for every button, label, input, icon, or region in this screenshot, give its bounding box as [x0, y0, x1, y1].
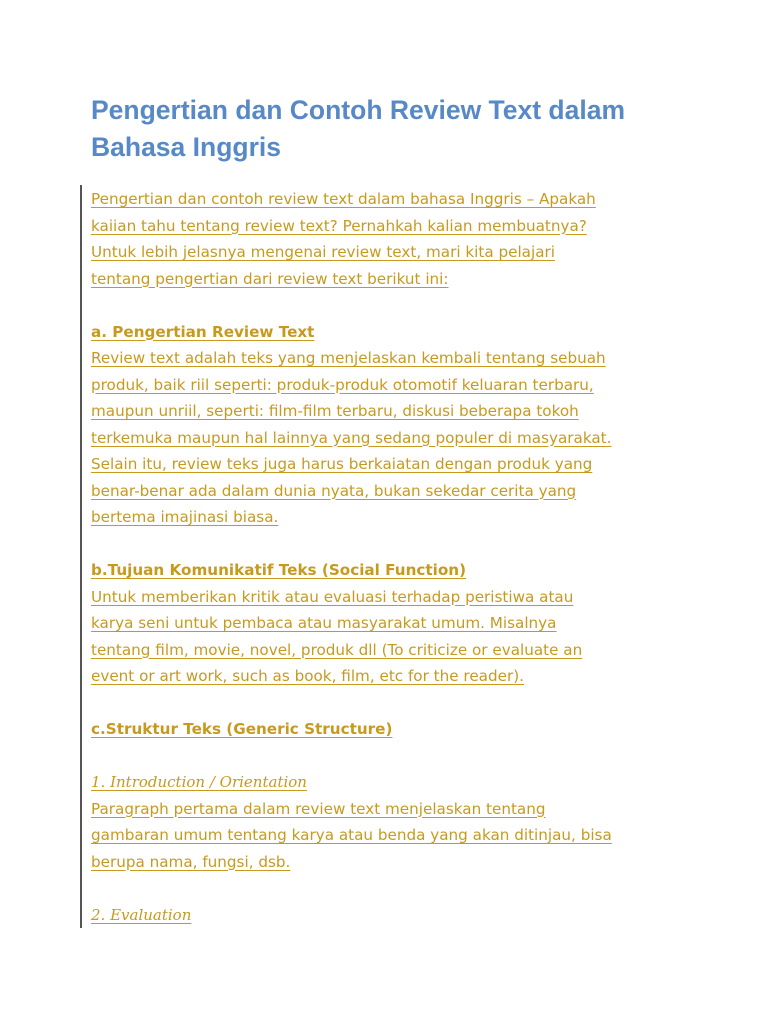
- spacer: [91, 743, 691, 770]
- blockquote-rule: [80, 185, 82, 928]
- spacer: [91, 875, 691, 902]
- intro-line[interactable]: kaiian tahu tentang review text? Pernahkah kalian membuatnya?: [91, 216, 587, 235]
- section-a-line[interactable]: produk, baik riil seperti: produk-produk otomotif keluaran terbaru,: [91, 375, 594, 394]
- intro-paragraph: [91, 186, 691, 292]
- intro-line[interactable]: Untuk lebih jelasnya mengenai review text, mari kita pelajari: [91, 243, 555, 261]
- item-1-heading[interactable]: 1. Introduction / Orientation: [91, 773, 307, 791]
- section-a-line[interactable]: maupun unriil, seperti: film-film terbaru, diskusi beberapa tokoh: [91, 402, 579, 420]
- section-b-line[interactable]: Untuk memberikan kritik atau evaluasi terhadap peristiwa atau: [91, 587, 574, 606]
- section-b-line[interactable]: event or art work, such as book, film, etc for the reader).: [91, 667, 524, 685]
- section-c-item-1: [91, 769, 691, 875]
- section-c: [91, 716, 691, 743]
- intro-line[interactable]: Pengertian dan contoh review text dalam bahasa Inggris – Apakah: [91, 190, 596, 208]
- item-2-heading[interactable]: 2. Evaluation: [91, 905, 192, 924]
- section-a-line[interactable]: bertema imajinasi biasa.: [91, 508, 279, 526]
- section-b-line[interactable]: tentang film, movie, novel, produk dll (To criticize or evaluate an: [91, 640, 583, 659]
- section-b-line[interactable]: karya seni untuk pembaca atau masyarakat umum. Misalnya: [91, 614, 557, 632]
- section-a-line[interactable]: terkemuka maupun hal lainnya yang sedang populer di masyarakat.: [91, 428, 612, 447]
- title-line-2: Bahasa Inggris: [91, 132, 281, 162]
- title-line-1: Pengertian dan Contoh Review Text dalam: [91, 95, 626, 125]
- item-1-line[interactable]: berupa nama, fungsi, dsb.: [91, 852, 291, 871]
- section-a-line[interactable]: benar-benar ada dalam dunia nyata, bukan sekedar cerita yang: [91, 481, 577, 500]
- spacer: [91, 531, 691, 558]
- section-a-line[interactable]: Review text adalah teks yang menjelaskan kembali tentang sebuah: [91, 349, 606, 367]
- section-a-line[interactable]: Selain itu, review teks juga harus berkaiatan dengan produk yang: [91, 455, 593, 473]
- section-a: [91, 319, 691, 531]
- article-body: [91, 186, 691, 928]
- section-c-heading[interactable]: c.Struktur Teks (Generic Structure): [91, 720, 393, 738]
- spacer: [91, 292, 691, 319]
- item-1-line[interactable]: gambaran umum tentang karya atau benda yang akan ditinjau, bisa: [91, 826, 612, 844]
- section-b-heading[interactable]: b.Tujuan Komunikatif Teks (Social Function): [91, 561, 467, 579]
- item-1-line[interactable]: Paragraph pertama dalam review text menjelaskan tentang: [91, 799, 546, 818]
- section-b: [91, 557, 691, 690]
- section-c-item-2: [91, 902, 691, 929]
- page-title: [91, 92, 711, 166]
- intro-line[interactable]: tentang pengertian dari review text berikut ini:: [91, 269, 449, 288]
- spacer: [91, 690, 691, 717]
- section-a-heading[interactable]: a. Pengertian Review Text: [91, 322, 315, 341]
